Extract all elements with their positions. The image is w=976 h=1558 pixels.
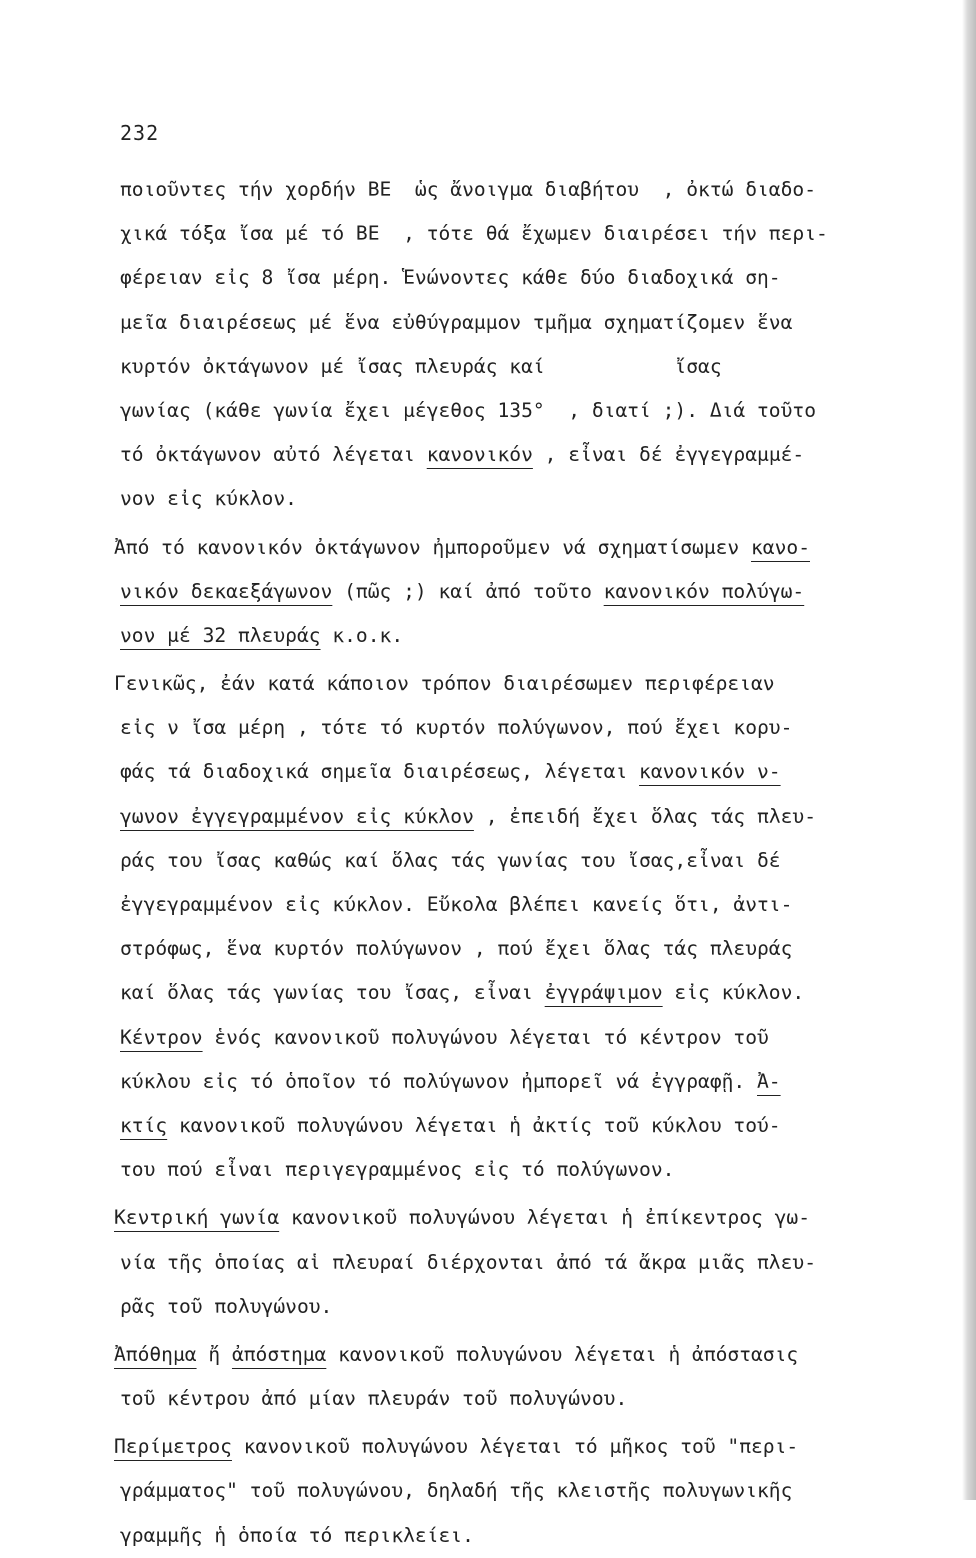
body-text <box>114 168 920 1558</box>
text-line: ποιοῦντες τήν χορδήν ΒΕ ὡς ἄνοιγμα διαβήτου , ὀκτώ διαδο- <box>120 178 816 201</box>
text-line: ράς του ἴσας καθώς καί ὅλας τάς γωνίας του ἴσας,εἶναι δέ <box>120 848 781 872</box>
text-line: στρόφως, ἕνα κυρτόν πολύγωνον , πού ἔχει ὅλας τάς πλευράς <box>120 937 793 961</box>
text-line: νία τῆς ὁποίας αἱ πλευραί διέρχονται ἀπό τά ἄκρα μιᾶς πλευ- <box>120 1250 816 1274</box>
underlined-term: Κέντρον <box>120 1025 203 1049</box>
text-line: Περίμετρος κανονικοῦ πολυγώνου λέγεται τό μῆκος τοῦ "περι- <box>114 1435 799 1459</box>
text-line: νον μέ 32 πλευράς κ.ο.κ. <box>120 623 404 647</box>
underlined-term: Ἀ- <box>757 1069 781 1093</box>
underlined-term: κανο- <box>751 535 810 559</box>
text-line: φέρειαν εἰς 8 ἴσα μέρη. Ἑνώνοντες κάθε δύο διαδοχικά ση- <box>120 266 781 290</box>
text-line: φάς τά διαδοχικά σημεῖα διαιρέσεως, λέγεται κανονικόν ν- <box>120 760 781 784</box>
text-line: γωνον ἐγγεγραμμένον εἰς κύκλον , ἐπειδή ἔχει ὅλας τάς πλευ- <box>120 804 817 828</box>
text-line: μεῖα διαιρέσεως μέ ἕνα εὐθύγραμμον τμῆμα σχηματίζομεν ἕνα <box>120 310 793 334</box>
text-line: νον εἰς κύκλον. <box>120 487 297 511</box>
text-line: καί ὅλας τάς γωνίας του ἴσας, εἶναι ἐγγράψιμον εἰς κύκλον. <box>120 981 805 1005</box>
page-number: 232 <box>120 121 160 145</box>
text-line: Κεντρική γωνία κανονικοῦ πολυγώνου λέγεται ἡ ἐπίκεντρος γω- <box>114 1206 810 1230</box>
text-line: ἐγγεγραμμένον εἰς κύκλον. Εὔκολα βλέπει κανείς ὅτι, ἀντι- <box>120 893 793 916</box>
text-line: νικόν δεκαεξάγωνον (πῶς ;) καί ἀπό τοῦτο κανονικόν πολύγω- <box>120 579 805 603</box>
underlined-term: κανονικόν πολύγω- <box>603 579 805 603</box>
underlined-term: νον μέ 32 πλευράς <box>120 623 321 647</box>
underlined-term: κτίς <box>120 1113 168 1137</box>
page-edge-shadow <box>962 0 976 1500</box>
text-line: κτίς κανονικοῦ πολυγώνου λέγεται ἡ ἀκτίς τοῦ κύκλου τού- <box>120 1113 781 1137</box>
underlined-term: γωνον ἐγγεγραμμένον εἰς κύκλον <box>120 804 474 828</box>
text-line: Γενικῶς, ἐάν κατά κάποιον τρόπον διαιρέσωμεν περιφέρειαν <box>114 672 775 696</box>
underlined-term: ἀπόστημα <box>231 1342 327 1366</box>
book-page <box>114 108 920 1558</box>
text-line: τό ὀκτάγωνον αὐτό λέγεται κανονικόν , εἶναι δέ ἐγγεγραμμέ- <box>120 443 805 467</box>
text-line: κυρτόν ὀκτάγωνον μέ ἴσας πλευράς καί ἴσας <box>120 354 722 378</box>
text-line: Κέντρον ἑνός κανονικοῦ πολυγώνου λέγεται τό κέντρον τοῦ <box>120 1025 769 1049</box>
text-line: τοῦ κέντρου ἀπό μίαν πλευράν τοῦ πολυγώνου. <box>120 1387 628 1411</box>
underlined-term: Περίμετρος <box>114 1435 232 1459</box>
text-line: γραμμῆς ἡ ὁποία τό περικλείει. <box>120 1523 474 1547</box>
text-line: Ἀπό τό κανονικόν ὀκτάγωνον ἠμποροῦμεν νά σχηματίσωμεν κανο- <box>114 535 810 559</box>
underlined-term: κανονικόν ν- <box>639 760 781 784</box>
underlined-term: νικόν δεκαεξάγωνον <box>120 579 333 603</box>
text-line: ρᾶς τοῦ πολυγώνου. <box>120 1294 333 1318</box>
text-line: γράμματος" τοῦ πολυγώνου, δηλαδή τῆς κλειστῆς πολυγωνικῆς <box>120 1479 793 1503</box>
text-line: κύκλου εἰς τό ὁποῖον τό πολύγωνον ἠμπορεῖ νά ἐγγραφῇ. Ἀ- <box>120 1069 781 1093</box>
text-line: εἰς ν ἴσα μέρη , τότε τό κυρτόν πολύγωνον, πού ἔχει κορυ- <box>120 716 793 740</box>
underlined-term: κανονικόν <box>426 443 533 467</box>
text-line: γωνίας (κάθε γωνία ἔχει μέγεθος 135° , διατί ;). Διά τοῦτο <box>120 398 816 422</box>
underlined-term: ἐγγράψιμον <box>544 981 663 1005</box>
underlined-term: Κεντρική γωνία <box>114 1206 280 1230</box>
text-line: χικά τόξα ἴσα μέ τό ΒΕ , τότε θά ἔχωμεν διαιρέσει τήν περι- <box>120 222 828 246</box>
underlined-term: Ἀπόθημα <box>114 1342 197 1366</box>
text-line: Ἀπόθημα ἤ ἀπόστημα κανονικοῦ πολυγώνου λέγεται ἡ ἀπόστασις <box>114 1342 799 1366</box>
text-line: του πού εἶναι περιγεγραμμένος εἰς τό πολύγωνον. <box>120 1158 675 1182</box>
